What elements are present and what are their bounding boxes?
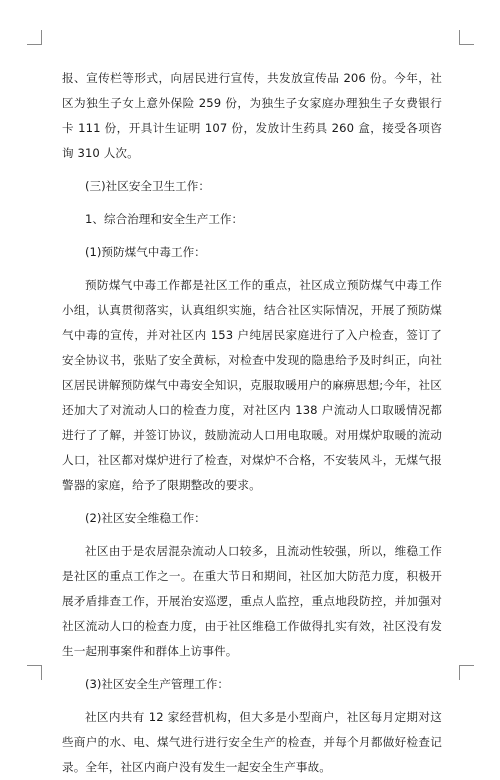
section-heading-safety-hygiene: (三)社区安全卫生工作： bbox=[85, 179, 210, 193]
paragraph-stability-maintenance: 社区由于是农居混杂流动人口较多，且流动性较强，所以，维稳工作是社区的重点工作之一。在重大节日和期间，社区加大防范力度，积极开展矛盾排查工作，开展治安巡逻，重点人监控，重点地段防控，并加强对社区流动人口的检查力度，由于社区维稳工作做得扎实有效，社区没有发生一起刑事案件和群体上访事件。 bbox=[62, 544, 442, 658]
crop-mark-top-right bbox=[459, 30, 474, 45]
document-body bbox=[62, 66, 442, 780]
paragraph-gas-poisoning-prevention: 预防煤气中毒工作都是社区工作的重点，社区成立预防煤气中毒工作小组，认真贯彻落实，认真组织实施，结合社区实际情况，开展了预防煤气中毒的宣传，并对社区内 153 户纯居民家庭进行了入户检查，签订了安全协议书，张贴了安全黄标，对检查中发现的隐患给予及时纠正，向社区居民讲解预防煤气中毒安全知识，克服取暖用户的麻痹思想;今年，社区还加大了对流动人口的检查力度，对社区内 138 户流动人口取暖情况都进行了了解，并签订协议，鼓励流动人口用电取暖。对用煤炉取暖的流动人口，社区都对煤炉进行了检查，对煤炉不合格，不安装风斗，无煤气报警器的家庭，给予了限期整改的要求。 bbox=[62, 278, 442, 492]
paragraph-publicity-summary: 报、宣传栏等形式，向居民进行宣传，共发放宣传品 206 份。今年，社区为独生子女上意外保险 259 份，为独生子女家庭办理独生子女费银行卡 111 份，开具计生证明 107 份，发放计生药具 260 盒，接受各项咨询 310 人次。 bbox=[62, 71, 442, 160]
crop-mark-top-left bbox=[27, 30, 42, 45]
item-heading-stability-maintenance: (2)社区安全维稳工作： bbox=[85, 511, 206, 525]
item-heading-production-safety: (3)社区安全生产管理工作： bbox=[85, 677, 229, 691]
crop-mark-bottom-left bbox=[27, 665, 42, 680]
subsection-heading-comprehensive-governance: 1、综合治理和安全生产工作： bbox=[85, 212, 244, 226]
paragraph-production-safety: 社区内共有 12 家经营机构，但大多是小型商户，社区每月定期对这些商户的水、电、煤气进行进行安全生产的检查，并每个月都做好检查记录。全年，社区内商户没有发生一起安全生产事故。 bbox=[62, 710, 442, 774]
item-heading-gas-poisoning-prevention: (1)预防煤气中毒工作： bbox=[85, 245, 206, 259]
crop-mark-bottom-right bbox=[459, 665, 474, 680]
